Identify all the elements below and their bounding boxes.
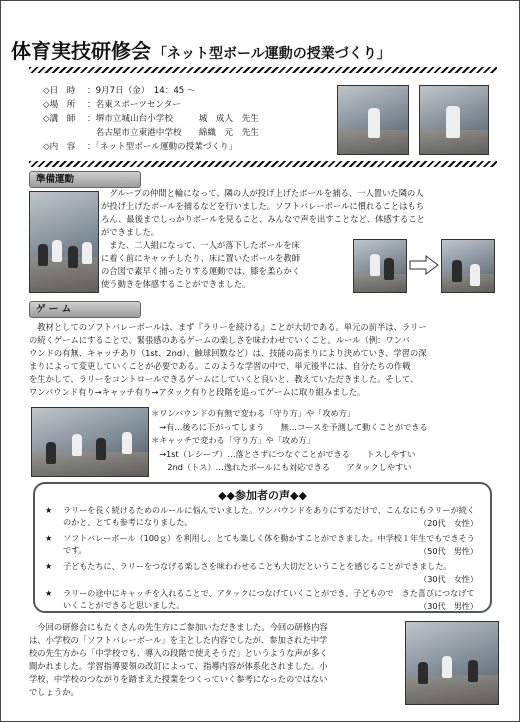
voice-item: ★ ラリーを長く続けるためのルールに悩んでいました。ワンバウンドをありにするだけで、こんなにもラリーが続くのかと、とても参考になりました。 （20代 女性） <box>45 505 478 528</box>
right-arrow-outline-icon <box>409 255 439 275</box>
voice-item: ★ ソフトバレーボール（100ｇ）を利用し、とても楽しく体を動かすことができました。中学校１年生でもできそうです。 （50代 男性） <box>45 533 478 556</box>
star-icon: ★ <box>45 561 53 571</box>
info-place: ◇場 所 ：名東スポーツセンター <box>43 100 181 110</box>
voice-author: （20代 女性） <box>419 517 478 528</box>
closing-text: 今回の研修会にもたくさんの先生方にご参加いただきました。今回の研修内容 は、小学校の「ソフトバレーボール」を主とした内容でしたが、参加された中学 校の先生方から「中学校でも、導入の段階で使えそうだ」というような声が多く 聞かれました。学習指導要領の改訂によって、指導内容が体系化されました。小 学校、中学校のつながりを踏まえた授業をつくっていく参考になったのではない でしょうか。 <box>29 622 328 697</box>
info-content: ◇内 容 ：「ネット型ボール運動の授業づくり」 <box>43 142 238 152</box>
photo-catch-1 <box>353 239 407 293</box>
photo-closing <box>405 621 499 705</box>
star-icon: ★ <box>45 505 53 515</box>
photo-lecturer-1 <box>337 85 409 155</box>
photo-warmup <box>29 191 99 293</box>
voice-author: （50代 男性） <box>419 545 478 556</box>
star-icon: ★ <box>45 533 53 543</box>
photo-catch-2 <box>441 239 495 293</box>
section-heading-game: ゲ ー ム <box>29 301 141 318</box>
title-subtitle: 「ネット型ボール運動の授業づくり」 <box>153 46 391 62</box>
warmup-text-bottom: また、二人組になって、一人が落下したボールを床 に着く前にキャッチしたり、床に置いたボールを教師 の合図で素早く捕ったりする運動では、膝を柔らかく 使う動きを体感することができました。 <box>101 240 301 289</box>
info-lecturer-2: 名古屋市立東港中学校 綿織 元 先生 <box>87 128 259 138</box>
photo-lecturer-2 <box>419 85 489 155</box>
section-heading-warmup: 準備運動 <box>29 171 141 188</box>
page-title <box>11 35 391 64</box>
game-text: 教材としてのソフトバレーボールは、まず『ラリーを続ける』ことが大切である。単元の前半は、ラリー の続くゲームにすることで、緊張感のあるゲームの楽しさを味わわせていくこと。ルール（例：ワンバ ウンドの有無、キャッチあり（1st、2nd）、触球回数など）は、技能の高まりにより決めていき、学習の深 まりによって変更していくことが必要である。このような学習の中で、単元後半には、自分たちの作戦 を生かして、ラリーをコントロールできるゲームにしていくと良いと、教えていただきました。そして、 ワンバウンド有り→キャッチ有り→アタック有りと段階を追ってゲームに取り組みました。 <box>29 322 427 397</box>
star-icon: ★ <box>45 588 53 598</box>
game-rules: ＊ワンバウンドの有無で変わる「守り方」や「攻め方」 →有…後ろに下がってしまう 無…コースを予測して動くことができる ＊キャッチで変わる「守り方」や「攻め方」 →1st（レシーブ）…落とさずにつなぐことができる トスしやすい 2nd（トス）…逸れたボールにも対応できる アタックしやすい <box>151 408 428 472</box>
voice-author: （30代 女性） <box>419 573 478 584</box>
participant-voices-box <box>33 482 492 613</box>
title-main: 体育実技研修会 <box>11 39 151 63</box>
voice-item: ★ 子どもたちに、ラリーをつなげる楽しさを味わわせることも大切だということを感じることができました。 （30代 女性） <box>45 561 478 584</box>
voice-item: ★ ラリーの途中にキャッチを入れることで、アタックにつなげていくことができ、子どもので きた喜びにつなげていくことができると思いました。 （30代 男性） <box>45 588 478 611</box>
title-divider <box>29 67 497 73</box>
info-divider <box>29 161 497 167</box>
info-lecturer: ◇講 師 ：堺市立城山台小学校 城 成人 先生 <box>43 114 259 124</box>
photo-game <box>31 407 149 477</box>
info-date: ◇日 時 ：9月7日（金） 14：45 ～ <box>43 86 196 96</box>
event-info <box>43 84 259 154</box>
warmup-text-top: グループの仲間と輪になって、隣の人が投げ上げたボールを捕る、一人置いた隣の人 が投げ上げたボールを捕るなどを行いました。ソフトバレーボールに慣れることはもち ろん、最後までしっかりボールを見ること、みんなで声を出すことなど、体感すること ができました。 <box>101 188 425 237</box>
voices-title: ◆◆参加者の声◆◆ <box>218 489 307 502</box>
voice-author: （30代 男性） <box>419 600 478 611</box>
